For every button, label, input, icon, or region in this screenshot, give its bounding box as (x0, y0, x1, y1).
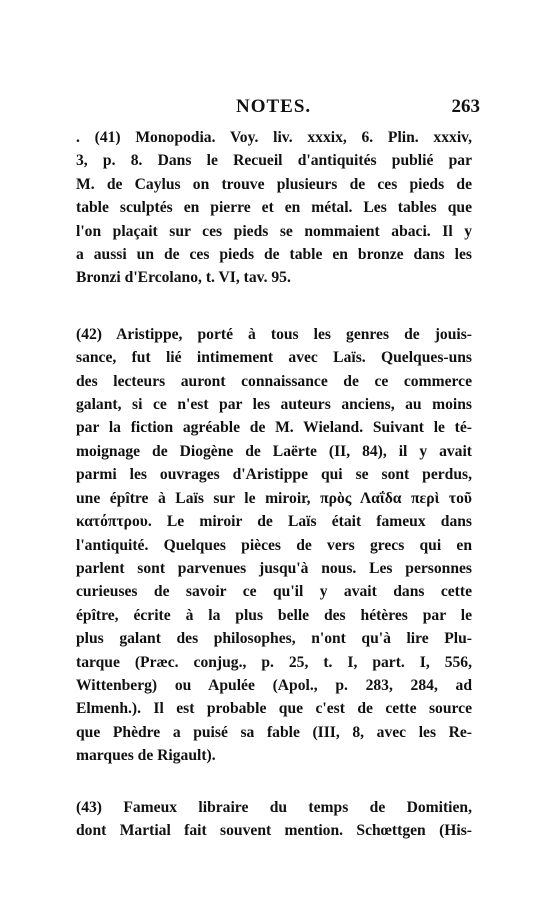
text-line: curieuses de savoir ce qu'il y avait dans cette (76, 583, 472, 601)
text-line: une épître à Laïs sur le miroir, πρὸς Λαΐδα περὶ τοῦ (76, 489, 472, 507)
text-line: parmi les ouvrages d'Aristippe qui se sont perdus, (76, 466, 472, 484)
page-header (80, 96, 480, 126)
text-line: marques de Rigault). (76, 747, 216, 765)
text-line: table sculptés en pierre et en métal. Les tables que (76, 199, 472, 217)
text-line: M. de Caylus on trouve plusieurs de ces pieds de (76, 175, 472, 193)
note-43 (76, 796, 472, 843)
note-42 (76, 323, 472, 768)
running-title: NOTES. (236, 96, 312, 117)
text-line: plus galant des philosophes, n'ont qu'à lire Plu- (76, 630, 472, 648)
text-line: 3, p. 8. Dans le Recueil d'antiquités publié par (76, 152, 472, 170)
text-line: des lecteurs auront connaissance de ce commerce (76, 372, 472, 390)
text-line: galant, si ce n'est par les auteurs anciens, au moins (76, 396, 472, 414)
text-line: Elmenh.). Il est probable que c'est de cette source (76, 700, 472, 718)
text-line: l'antiquité. Quelques pièces de vers grecs qui en (76, 536, 472, 554)
text-line: Wittenberg) ou Apulée (Apol., p. 283, 284, ad (76, 676, 472, 694)
text-line: (43) Fameux libraire du temps de Domitien, (76, 798, 472, 816)
text-line: parlent sont parvenues jusqu'à nous. Les personnes (76, 559, 472, 577)
text-line: dont Martial fait souvent mention. Schœttgen (His- (76, 821, 472, 839)
note-41 (76, 126, 472, 290)
text-line: tarque (Præc. conjug., p. 25, t. I, part. I, 556, (76, 653, 472, 671)
text-line: κατόπτρου. Le miroir de Laïs était fameux dans (76, 513, 472, 531)
text-line: . (41) Monopodia. Voy. liv. xxxix, 6. Plin. xxxiv, (76, 129, 472, 146)
text-line: par la fiction agréable de M. Wieland. Suivant le té- (76, 419, 472, 437)
text-line: moignage de Diogène de Laërte (II, 84), il y avait (76, 442, 472, 460)
text-line: (42) Aristippe, porté à tous les genres de jouis- (76, 325, 472, 343)
notes-body (76, 126, 472, 842)
text-line: que Phèdre a puisé sa fable (III, 8, avec les Re- (76, 723, 472, 741)
text-line: a aussi un de ces pieds de table en bronze dans les (76, 246, 472, 264)
text-line: sance, fut lié intimement avec Laïs. Quelques-uns (76, 349, 472, 367)
text-line: épître, écrite à la plus belle des hétères par le (76, 606, 472, 624)
text-line: l'on plaçait sur ces pieds se nommaient abaci. Il y (76, 222, 472, 240)
text-line: Bronzi d'Ercolano, t. VI, tav. 95. (76, 269, 291, 287)
page-number: 263 (451, 96, 480, 117)
paragraph-gap (76, 290, 472, 323)
paragraph-gap (76, 768, 472, 796)
